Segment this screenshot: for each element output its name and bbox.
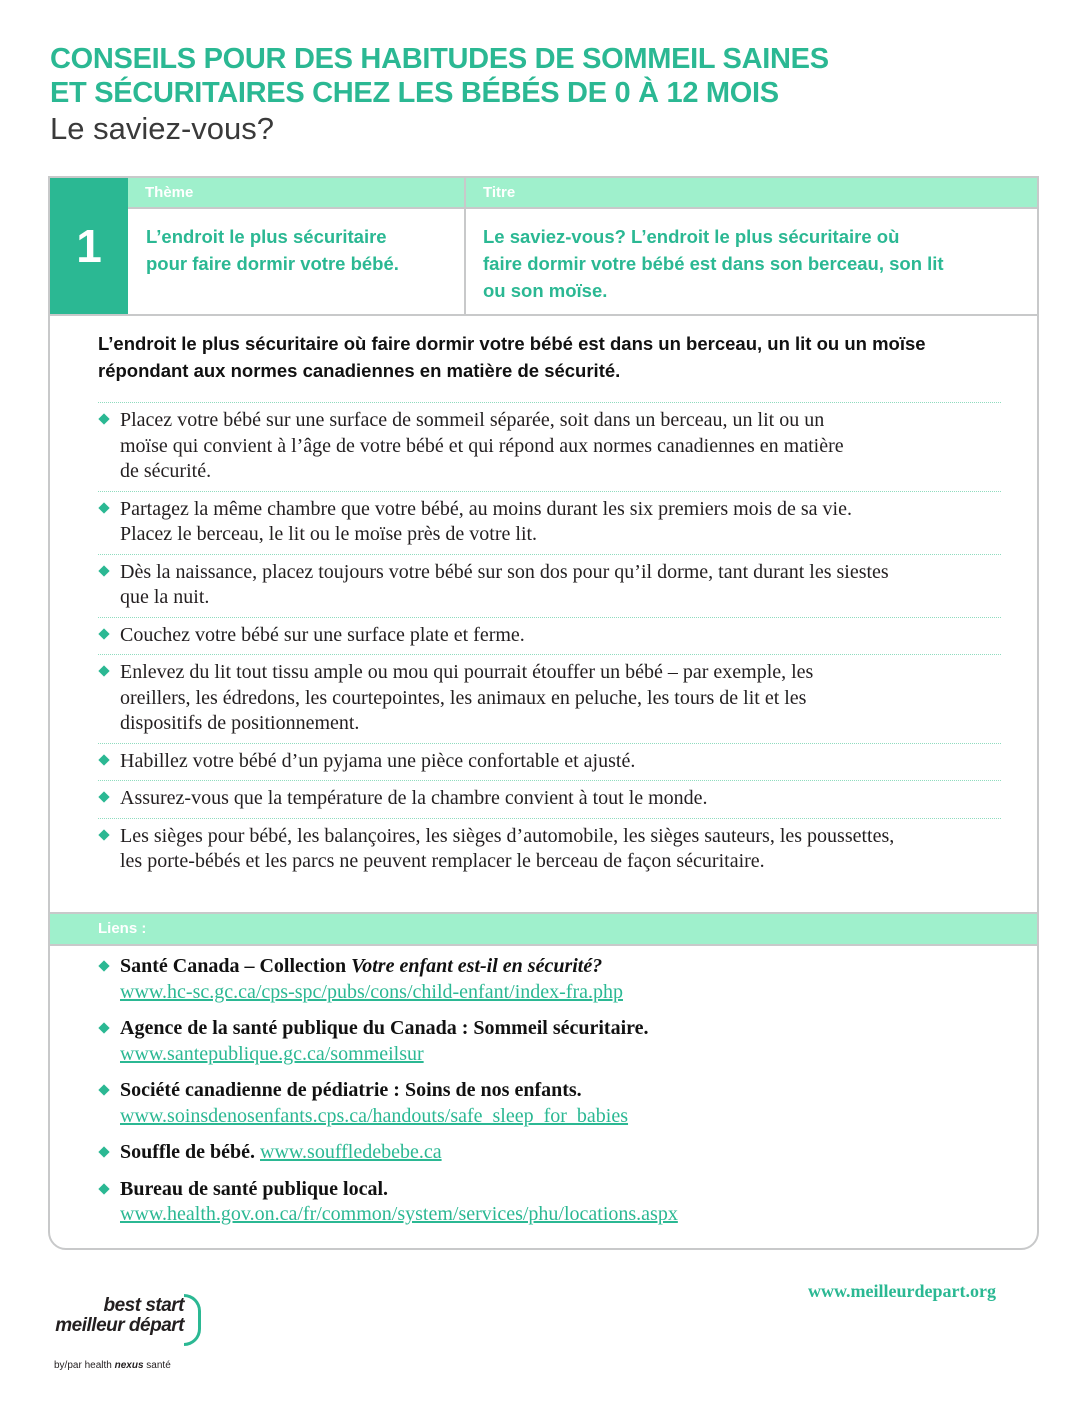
- tips-list: [98, 402, 1001, 881]
- link-item: [98, 1016, 978, 1067]
- bullet-diamond-icon: [98, 1183, 109, 1194]
- bullet-diamond-icon: [98, 1146, 109, 1157]
- link-title-text: Agence de la santé publique du Canada : Sommeil sécuritaire.: [120, 1017, 649, 1039]
- link-url-row: [120, 1042, 978, 1068]
- best-start-logo: [52, 1296, 212, 1348]
- tip-line: les porte-bébés et les parcs ne peuvent remplacer le berceau de façon sécuritaire.: [120, 850, 765, 872]
- title-line-1: Le saviez-vous? L’endroit le plus sécuritaire où: [483, 226, 900, 247]
- tip-item: [98, 617, 1001, 655]
- link-item: [98, 1140, 978, 1166]
- link-title: [120, 1141, 255, 1163]
- page-title-line-2: ET SÉCURITAIRES CHEZ LES BÉBÉS DE 0 À 12 MOIS: [50, 77, 779, 109]
- theme-cell: [146, 223, 399, 277]
- link-url-row: [120, 1104, 978, 1130]
- link-item: [98, 1078, 978, 1129]
- link-url[interactable]: www.health.gov.on.ca/fr/common/system/services/phu/locations.aspx: [120, 1203, 678, 1225]
- info-card: [48, 176, 1039, 1250]
- tip-line: moïse qui convient à l’âge de votre bébé et qui répond aux normes canadiennes en matière: [120, 434, 844, 457]
- intro-line-1: L’endroit le plus sécuritaire où faire dormir votre bébé est dans un berceau, un lit ou un moïse: [98, 333, 926, 354]
- link-item: [98, 954, 978, 1005]
- bullet-diamond-icon: [98, 628, 109, 639]
- header-theme: Thème: [145, 184, 194, 201]
- website-link[interactable]: www.meilleurdepart.org: [808, 1281, 996, 1301]
- logo-bracket-icon: [184, 1294, 201, 1346]
- link-title-text: Bureau de santé publique local.: [120, 1177, 389, 1200]
- link-title-text: Société canadienne de pédiatrie : Soins de nos enfants.: [120, 1079, 582, 1101]
- tip-line: Partagez la même chambre que votre bébé, au moins durant les six premiers mois de sa vie.: [120, 497, 852, 520]
- tip-line: Placez votre bébé sur une surface de sommeil séparée, soit dans un berceau, un lit ou un: [120, 409, 825, 431]
- link-title-italic: Votre enfant est-il en sécurité?: [351, 955, 603, 977]
- table-header-row: [128, 178, 1037, 209]
- tip-item: [98, 654, 1001, 743]
- header-title: Titre: [483, 184, 516, 201]
- tip-line: Couchez votre bébé sur une surface plate et ferme.: [120, 623, 525, 646]
- page-subtitle: Le saviez-vous?: [50, 111, 275, 146]
- link-title: [120, 955, 602, 977]
- link-item: [98, 1177, 978, 1228]
- tip-item: [98, 402, 1001, 491]
- link-title-text: Souffle de bébé.: [120, 1141, 255, 1163]
- link-url[interactable]: www.soinsdenosenfants.cps.ca/handouts/safe_sleep_for_babies: [120, 1104, 629, 1127]
- links-label: Liens :: [98, 920, 147, 937]
- link-title-text: Santé Canada – Collection: [120, 955, 352, 977]
- title-block: [50, 42, 829, 148]
- bullet-diamond-icon: [98, 665, 109, 676]
- bullet-diamond-icon: [98, 565, 109, 576]
- byline: [54, 1360, 171, 1371]
- tip-line: Habillez votre bébé d’un pyjama une pièce confortable et ajusté.: [120, 749, 636, 772]
- tip-item: [98, 554, 1001, 617]
- link-url[interactable]: www.hc-sc.gc.ca/cps-spc/pubs/cons/child-enfant/index-fra.php: [120, 980, 623, 1003]
- tip-item: [98, 780, 1001, 818]
- section-number: 1: [50, 178, 128, 314]
- intro-line-2: répondant aux normes canadiennes en matière de sécurité.: [98, 360, 621, 381]
- bullet-diamond-icon: [98, 829, 109, 840]
- tip-line: Assurez-vous que la température de la chambre convient à tout le monde.: [120, 787, 708, 809]
- tip-line: oreillers, les édredons, les courtepointes, les animaux en peluche, les tours de lit et les: [120, 686, 807, 709]
- tip-item: [98, 743, 1001, 781]
- bullet-diamond-icon: [98, 1084, 109, 1095]
- tip-line: que la nuit.: [120, 586, 210, 608]
- column-divider: [464, 178, 466, 314]
- byline-pre: by/par health: [54, 1360, 115, 1371]
- page-title-line-1: CONSEILS POUR DES HABITUDES DE SOMMEIL SAINES: [50, 43, 829, 75]
- intro-paragraph: [98, 330, 978, 384]
- tip-line: dispositifs de positionnement.: [120, 712, 360, 734]
- bullet-diamond-icon: [98, 791, 109, 802]
- table-divider: [50, 314, 1037, 316]
- links-header-bar: [50, 912, 1037, 946]
- theme-line-2: pour faire dormir votre bébé.: [146, 253, 399, 274]
- title-cell: [483, 223, 944, 304]
- tip-line: Dès la naissance, placez toujours votre bébé sur son dos pour qu’il dorme, tant durant les siestes: [120, 560, 889, 583]
- links-list: [98, 954, 978, 1239]
- link-url[interactable]: www.santepublique.gc.ca/sommeilsur: [120, 1042, 424, 1065]
- byline-brand: nexus: [114, 1360, 144, 1371]
- link-url-row: [120, 980, 978, 1006]
- tip-item: [98, 818, 1001, 881]
- bullet-diamond-icon: [98, 1022, 109, 1033]
- link-title: [120, 1017, 649, 1039]
- bullet-diamond-icon: [98, 754, 109, 765]
- logo-line-2: meilleur départ: [55, 1315, 184, 1336]
- theme-line-1: L’endroit le plus sécuritaire: [146, 226, 387, 247]
- link-url[interactable]: www.souffledebebe.ca: [260, 1141, 442, 1163]
- tip-line: Placez le berceau, le lit ou le moïse près de votre lit.: [120, 523, 538, 545]
- bullet-diamond-icon: [98, 960, 109, 971]
- link-title: [120, 1079, 582, 1101]
- tip-line: de sécurité.: [120, 460, 212, 482]
- link-title: [120, 1178, 388, 1200]
- tip-item: [98, 491, 1001, 554]
- link-url-row: [120, 1202, 978, 1228]
- bullet-diamond-icon: [98, 502, 109, 513]
- tip-line: Enlevez du lit tout tissu ample ou mou qui pourrait étouffer un bébé – par exemple, les: [120, 661, 814, 683]
- bullet-diamond-icon: [98, 413, 109, 424]
- byline-post: santé: [143, 1360, 171, 1371]
- title-line-2: faire dormir votre bébé est dans son berceau, son lit: [483, 253, 944, 274]
- title-line-3: ou son moïse.: [483, 280, 608, 301]
- tip-line: Les sièges pour bébé, les balançoires, les sièges d’automobile, les sièges sauteurs, les poussettes,: [120, 824, 895, 847]
- logo-line-1: best start: [103, 1295, 184, 1316]
